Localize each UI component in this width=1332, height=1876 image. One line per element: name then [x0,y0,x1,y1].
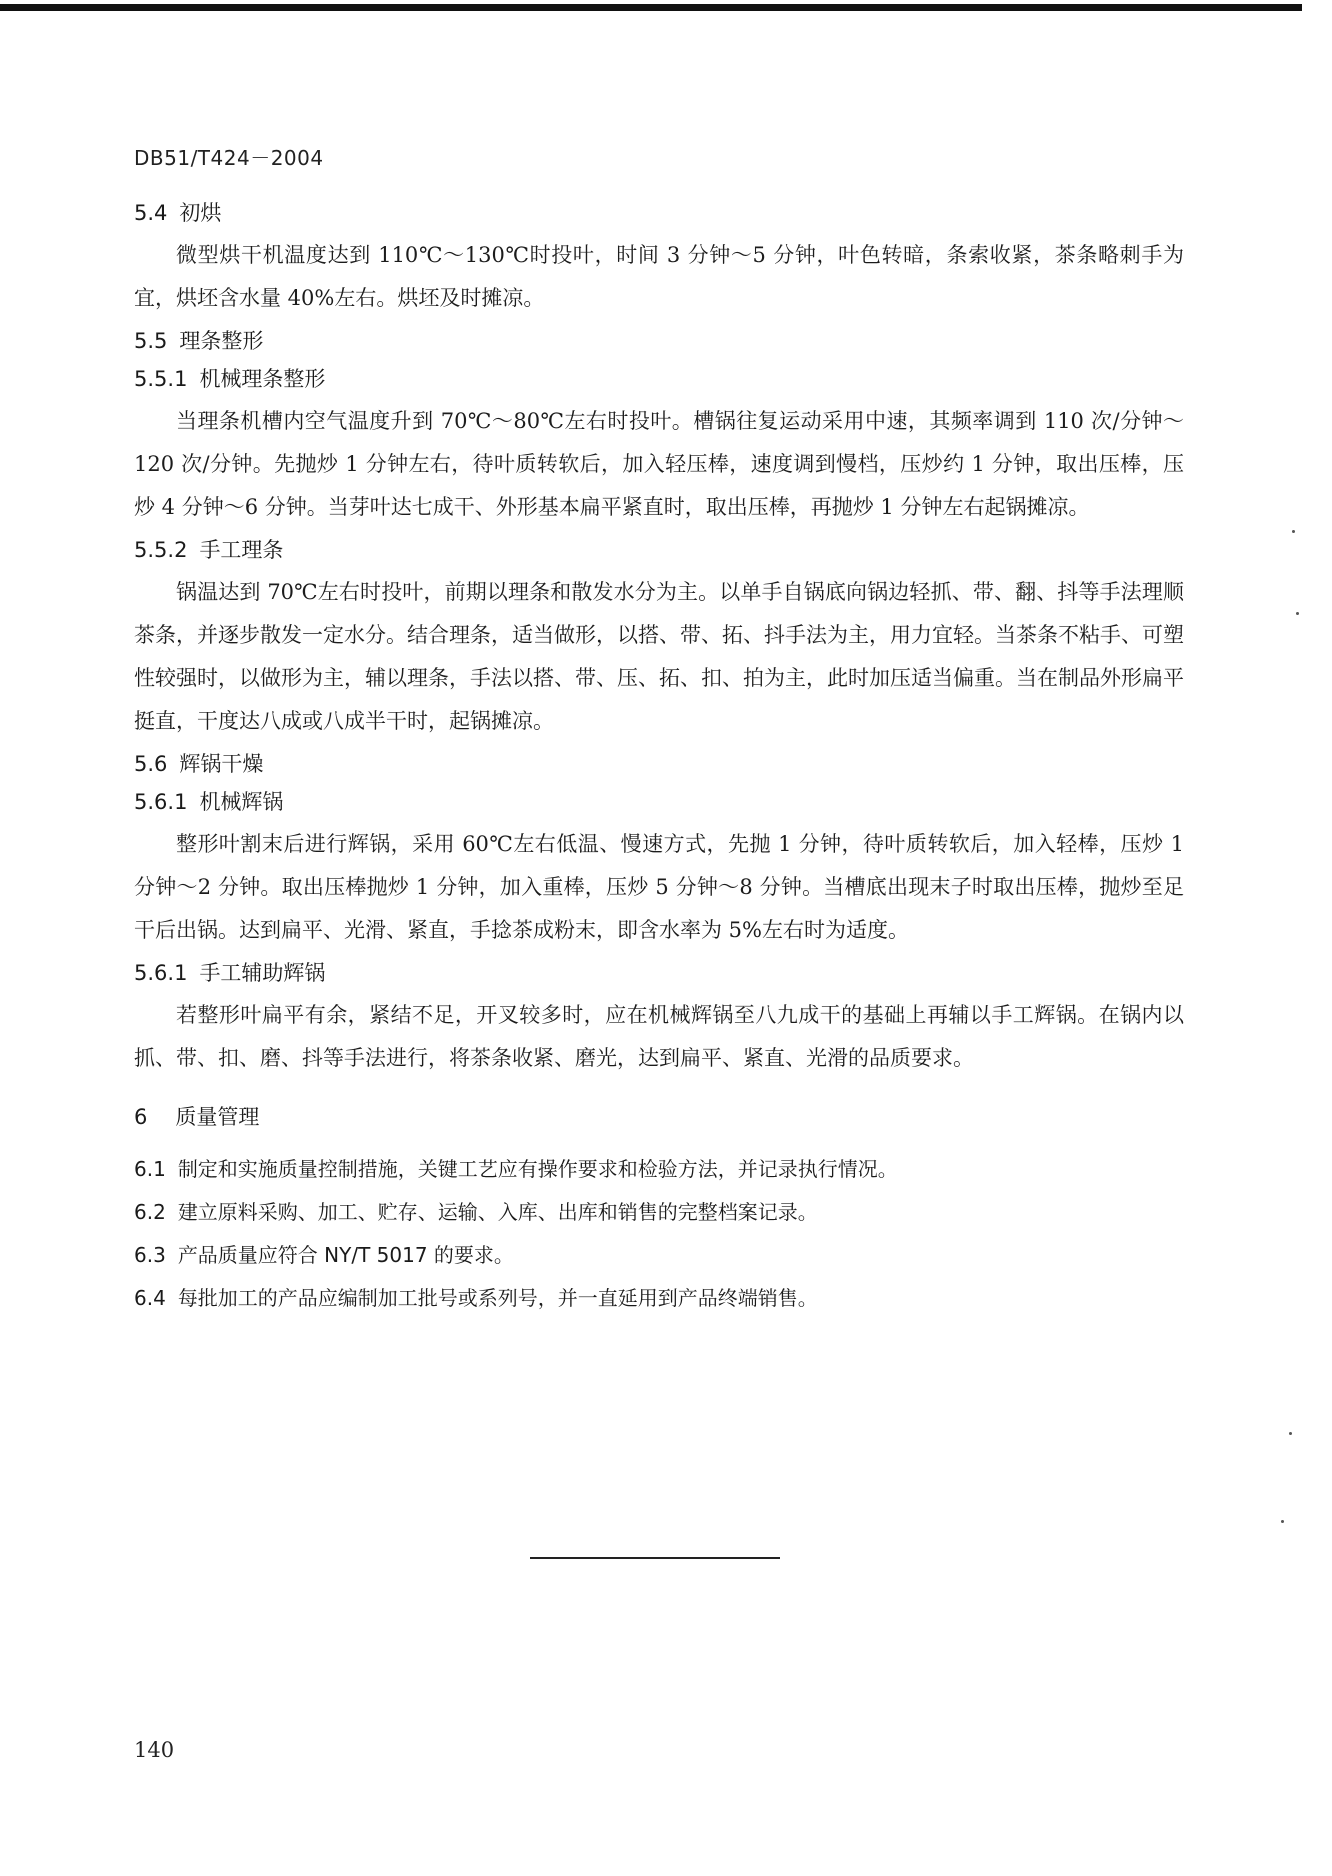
scan-speck [1292,530,1295,533]
section-number: 5.5 [134,329,168,353]
item-number: 6.2 [134,1200,166,1224]
end-of-text-rule [530,1557,780,1559]
paragraph-5-4: 微型烘干机温度达到 110℃～130℃时投叶，时间 3 分钟～5 分钟，叶色转暗，条索收紧，茶条略刺手为宜，烘坯含水量 40%左右。烘坯及时摊凉。 [134,243,1184,310]
top-rule [0,4,1302,11]
section-title: 手工辅助辉锅 [199,961,326,985]
section-title: 辉锅干燥 [179,752,264,776]
paragraph-5-5-2: 锅温达到 70℃左右时投叶，前期以理条和散发水分为主。以单手自锅底向锅边轻抓、带、翻、抖等手法理顺茶条，并逐步散发一定水分。结合理条，适当做形，以搭、带、拓、抖手法为主，用力宜轻。当茶条不粘手、可塑性较强时，以做形为主，辅以理条，手法以搭、带、压、拓、扣、拍为主，此时加压适当偏重。当在制品外形扁平挺直，干度达八成或八成半干时，起锅摊凉。 [134,580,1184,733]
scan-speck [1281,1520,1284,1523]
section-number: 5.5.2 [134,538,188,562]
document-code: DB51/T424－2004 [134,146,324,170]
scan-speck [1289,1432,1292,1435]
item-number: 6.3 [134,1243,166,1267]
section-number: 5.4 [134,201,168,225]
item-text: 每批加工的产品应编制加工批号或系列号，并一直延用到产品终端销售。 [177,1286,818,1310]
section-number: 5.6 [134,752,168,776]
item-number: 6.1 [134,1157,166,1181]
section-heading-5-4 [134,198,1184,228]
section-heading-5-5-1 [134,364,1184,394]
section-number: 6 [134,1105,148,1129]
document-body [134,198,1184,1326]
page-number: 140 [134,1738,175,1762]
section-number: 5.6.1 [134,961,188,985]
section-heading-5-6-1 [134,787,1184,817]
section-heading-5-6-1-manual [134,958,1184,988]
quality-item [134,1283,1184,1313]
quality-item [134,1240,1184,1270]
section-heading-5-5-2 [134,535,1184,565]
section-heading-5-5 [134,326,1184,356]
section-title: 理条整形 [179,329,264,353]
paragraph-5-5-1: 当理条机槽内空气温度升到 70℃～80℃左右时投叶。槽锅往复运动采用中速，其频率调到 110 次/分钟～120 次/分钟。先抛炒 1 分钟左右，待叶质转软后，加入轻压棒，速度调到慢档，压炒约 1 分钟，取出压棒，压炒 4 分钟～6 分钟。当芽叶达七成干、外形基本扁平紧直时，取出压棒，再抛炒 1 分钟左右起锅摊凉。 [134,409,1184,519]
section-number: 5.5.1 [134,367,188,391]
scan-speck [1296,612,1299,615]
quality-item [134,1154,1184,1184]
item-number: 6.4 [134,1286,166,1310]
paragraph-5-6-1: 整形叶割末后进行辉锅，采用 60℃左右低温、慢速方式，先抛 1 分钟，待叶质转软后，加入轻棒，压炒 1 分钟～2 分钟。取出压棒抛炒 1 分钟，加入重棒，压炒 5 分钟～8 分钟。当槽底出现末子时取出压棒，抛炒至足干后出锅。达到扁平、光滑、紧直，手捻茶成粉末，即含水率为 5%左右时为适度。 [134,832,1184,942]
section-title: 机械理条整形 [199,367,326,391]
quality-item [134,1197,1184,1227]
section-number: 5.6.1 [134,790,188,814]
item-text: 制定和实施质量控制措施，关键工艺应有操作要求和检验方法，并记录执行情况。 [177,1157,898,1181]
section-title: 质量管理 [175,1105,260,1129]
item-text: 建立原料采购、加工、贮存、运输、入库、出库和销售的完整档案记录。 [177,1200,818,1224]
section-title: 手工理条 [199,538,284,562]
item-text: 产品质量应符合 NY/T 5017 的要求。 [177,1243,514,1267]
section-heading-5-6 [134,749,1184,779]
section-title: 机械辉锅 [199,790,284,814]
section-heading-6 [134,1102,1184,1132]
section-title: 初烘 [179,201,222,225]
paragraph-5-6-1-manual: 若整形叶扁平有余，紧结不足，开叉较多时，应在机械辉锅至八九成干的基础上再辅以手工辉锅。在锅内以抓、带、扣、磨、抖等手法进行，将茶条收紧、磨光，达到扁平、紧直、光滑的品质要求。 [134,1003,1184,1070]
